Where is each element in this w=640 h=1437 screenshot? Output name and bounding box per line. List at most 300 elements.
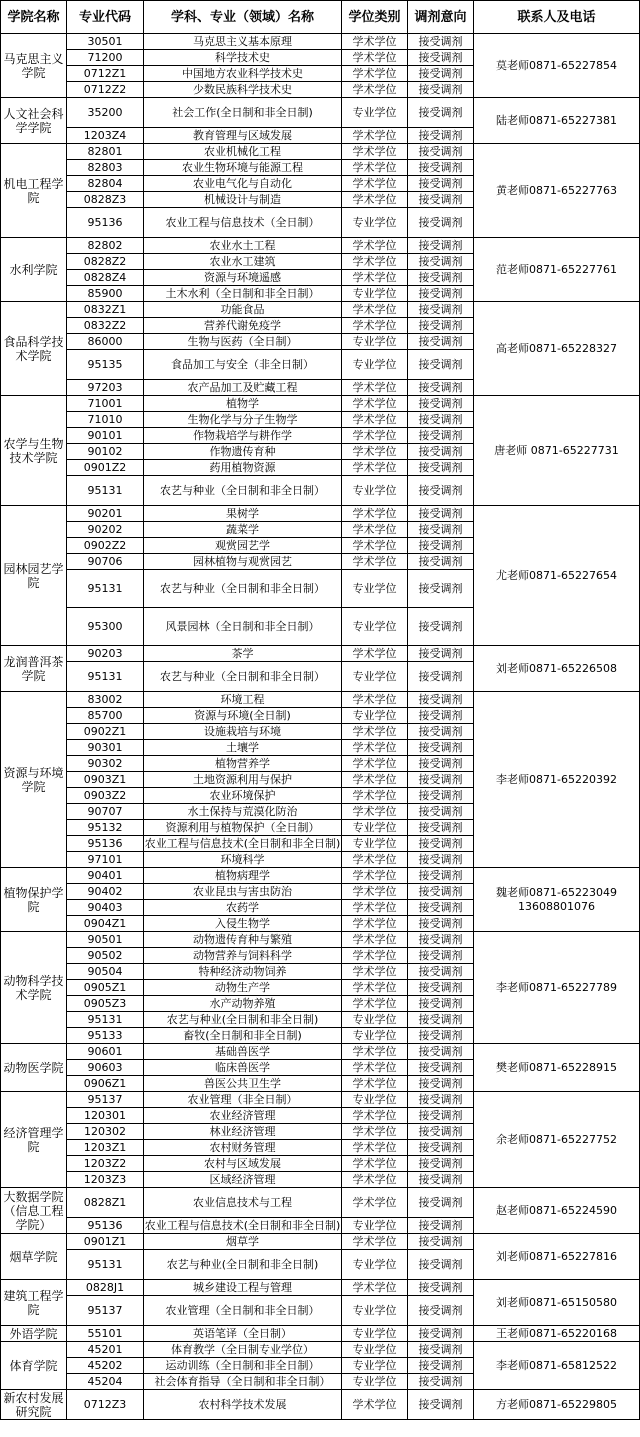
major-code: 95137 bbox=[67, 1296, 144, 1326]
table-row bbox=[1, 34, 640, 50]
table-row bbox=[1, 506, 640, 522]
adjust-intent: 接受调剂 bbox=[408, 772, 474, 788]
major-name: 烟草学 bbox=[144, 1234, 342, 1250]
major-name: 农业水工建筑 bbox=[144, 254, 342, 270]
adjust-intent: 接受调剂 bbox=[408, 932, 474, 948]
adjust-intent: 接受调剂 bbox=[408, 964, 474, 980]
major-code: 0903Z2 bbox=[67, 788, 144, 804]
adjust-intent: 接受调剂 bbox=[408, 380, 474, 396]
major-code: 55101 bbox=[67, 1326, 144, 1342]
degree-type: 学术学位 bbox=[342, 380, 408, 396]
adjust-intent: 接受调剂 bbox=[408, 1028, 474, 1044]
adjust-intent: 接受调剂 bbox=[408, 50, 474, 66]
degree-type: 学术学位 bbox=[342, 1140, 408, 1156]
major-name: 农艺与种业（全日制和非全日制） bbox=[144, 476, 342, 506]
degree-type: 学术学位 bbox=[342, 192, 408, 208]
major-name: 运动训练（全日制和非全日制） bbox=[144, 1358, 342, 1374]
major-code: 1203Z3 bbox=[67, 1172, 144, 1188]
adjust-intent: 接受调剂 bbox=[408, 948, 474, 964]
adjust-intent: 接受调剂 bbox=[408, 160, 474, 176]
major-name: 营养代谢免疫学 bbox=[144, 318, 342, 334]
major-name: 作物栽培学与耕作学 bbox=[144, 428, 342, 444]
major-code: 95131 bbox=[67, 570, 144, 608]
major-name: 社会体育指导（全日制和非全日制） bbox=[144, 1374, 342, 1390]
contact-info: 李老师0871-65220392 bbox=[474, 692, 640, 868]
major-code: 0904Z1 bbox=[67, 916, 144, 932]
major-name: 兽医公共卫生学 bbox=[144, 1076, 342, 1092]
major-code: 90603 bbox=[67, 1060, 144, 1076]
major-name: 机械设计与制造 bbox=[144, 192, 342, 208]
adjust-intent: 接受调剂 bbox=[408, 1124, 474, 1140]
degree-type: 学术学位 bbox=[342, 554, 408, 570]
major-code: 97203 bbox=[67, 380, 144, 396]
major-name: 农业工程与信息技术(全日制和非全日制) bbox=[144, 1219, 341, 1232]
college-name: 经济管理学院 bbox=[1, 1092, 67, 1188]
adjust-intent: 接受调剂 bbox=[408, 608, 474, 646]
major-name: 茶学 bbox=[144, 646, 342, 662]
header-degree: 学位类别 bbox=[342, 1, 408, 34]
degree-type: 学术学位 bbox=[342, 302, 408, 318]
degree-type: 学术学位 bbox=[342, 428, 408, 444]
major-code: 0828Z4 bbox=[67, 270, 144, 286]
major-code: 82801 bbox=[67, 144, 144, 160]
degree-type: 学术学位 bbox=[342, 724, 408, 740]
major-name: 入侵生物学 bbox=[144, 916, 342, 932]
adjust-intent: 接受调剂 bbox=[408, 1108, 474, 1124]
major-name: 基础兽医学 bbox=[144, 1044, 342, 1060]
adjust-intent: 接受调剂 bbox=[408, 916, 474, 932]
adjust-intent: 接受调剂 bbox=[408, 996, 474, 1012]
major-name: 农业管理（全日制和非全日制） bbox=[144, 1296, 342, 1326]
major-code: 35200 bbox=[67, 98, 144, 128]
major-name: 临床兽医学 bbox=[144, 1060, 342, 1076]
major-code: 95131 bbox=[67, 662, 144, 692]
adjust-intent: 接受调剂 bbox=[408, 820, 474, 836]
degree-type: 专业学位 bbox=[342, 1342, 408, 1358]
major-name: 水产动物养殖 bbox=[144, 996, 342, 1012]
header-college: 学院名称 bbox=[1, 1, 67, 34]
adjust-intent: 接受调剂 bbox=[408, 662, 474, 692]
degree-type: 专业学位 bbox=[342, 1326, 408, 1342]
table-row bbox=[1, 1326, 640, 1342]
major-code: 0828Z2 bbox=[67, 254, 144, 270]
major-code: 71001 bbox=[67, 396, 144, 412]
major-name: 果树学 bbox=[144, 506, 342, 522]
degree-type: 学术学位 bbox=[342, 1124, 408, 1140]
degree-type: 专业学位 bbox=[342, 350, 408, 380]
contact-info: 刘老师0871-65227816 bbox=[474, 1234, 640, 1280]
major-name: 英语笔译（全日制） bbox=[144, 1326, 342, 1342]
major-name: 区域经济管理 bbox=[144, 1172, 342, 1188]
adjust-intent: 接受调剂 bbox=[408, 396, 474, 412]
degree-type: 学术学位 bbox=[342, 772, 408, 788]
degree-type: 专业学位 bbox=[342, 334, 408, 350]
table-row bbox=[1, 1342, 640, 1358]
degree-type: 学术学位 bbox=[342, 1044, 408, 1060]
degree-type: 学术学位 bbox=[342, 318, 408, 334]
major-code: 0712Z1 bbox=[67, 66, 144, 82]
major-code: 90403 bbox=[67, 900, 144, 916]
degree-type: 专业学位 bbox=[342, 208, 408, 238]
major-name: 生物化学与分子生物学 bbox=[144, 412, 342, 428]
adjust-intent: 接受调剂 bbox=[408, 1250, 474, 1280]
major-code: 90201 bbox=[67, 506, 144, 522]
major-name: 植物营养学 bbox=[144, 756, 342, 772]
adjust-intent: 接受调剂 bbox=[408, 1092, 474, 1108]
degree-type: 学术学位 bbox=[342, 506, 408, 522]
adjust-intent: 接受调剂 bbox=[408, 1140, 474, 1156]
major-code: 30501 bbox=[67, 34, 144, 50]
degree-type: 学术学位 bbox=[342, 1172, 408, 1188]
table-row bbox=[1, 396, 640, 412]
major-code: 90202 bbox=[67, 522, 144, 538]
adjust-intent: 接受调剂 bbox=[408, 286, 474, 302]
adjust-intent: 接受调剂 bbox=[408, 412, 474, 428]
major-name: 功能食品 bbox=[144, 302, 342, 318]
header-row bbox=[1, 1, 640, 34]
adjust-intent: 接受调剂 bbox=[408, 1156, 474, 1172]
adjust-intent: 接受调剂 bbox=[408, 756, 474, 772]
adjust-intent: 接受调剂 bbox=[408, 192, 474, 208]
adjust-intent: 接受调剂 bbox=[408, 1172, 474, 1188]
major-code: 85900 bbox=[67, 286, 144, 302]
major-code: 120301 bbox=[67, 1108, 144, 1124]
major-name: 特种经济动物饲养 bbox=[144, 964, 342, 980]
major-code: 95300 bbox=[67, 608, 144, 646]
contact-info: 赵老师0871-65224590 bbox=[474, 1188, 640, 1234]
major-code: 0905Z3 bbox=[67, 996, 144, 1012]
degree-type: 学术学位 bbox=[342, 868, 408, 884]
major-name: 农业昆虫与害虫防治 bbox=[144, 884, 342, 900]
major-name: 科学技术史 bbox=[144, 50, 342, 66]
degree-type: 学术学位 bbox=[342, 948, 408, 964]
major-code: 90402 bbox=[67, 884, 144, 900]
college-name: 建筑工程学院 bbox=[1, 1280, 67, 1326]
header-contact: 联系人及电话 bbox=[474, 1, 640, 34]
college-name: 动物医学院 bbox=[1, 1044, 67, 1092]
major-name: 农业机械化工程 bbox=[144, 144, 342, 160]
degree-type: 专业学位 bbox=[342, 1028, 408, 1044]
degree-type: 学术学位 bbox=[342, 66, 408, 82]
contact-info: 黄老师0871-65227763 bbox=[474, 144, 640, 238]
college-name: 龙润普洱茶学院 bbox=[1, 646, 67, 692]
header-code: 专业代码 bbox=[67, 1, 144, 34]
major-code: 0902Z1 bbox=[67, 724, 144, 740]
adjust-intent: 接受调剂 bbox=[408, 554, 474, 570]
table-row bbox=[1, 1280, 640, 1296]
degree-type: 专业学位 bbox=[342, 708, 408, 724]
adjust-intent: 接受调剂 bbox=[408, 34, 474, 50]
degree-type: 学术学位 bbox=[342, 1060, 408, 1076]
adjust-intent: 接受调剂 bbox=[408, 506, 474, 522]
major-name: 社会工作(全日制和非全日制) bbox=[144, 98, 342, 128]
adjust-intent: 接受调剂 bbox=[408, 1390, 474, 1420]
major-name: 风景园林（全日制和非全日制） bbox=[144, 608, 342, 646]
degree-type: 专业学位 bbox=[342, 1012, 408, 1028]
adjust-intent: 接受调剂 bbox=[408, 646, 474, 662]
major-name: 生物与医药（全日制） bbox=[144, 334, 342, 350]
adjust-intent: 接受调剂 bbox=[408, 1296, 474, 1326]
degree-type: 专业学位 bbox=[342, 286, 408, 302]
table-body bbox=[1, 34, 640, 1420]
major-code: 85700 bbox=[67, 708, 144, 724]
degree-type: 学术学位 bbox=[342, 900, 408, 916]
college-name: 园林园艺学院 bbox=[1, 506, 67, 646]
major-code: 95135 bbox=[67, 350, 144, 380]
major-name: 农村科学技术发展 bbox=[144, 1390, 342, 1420]
degree-type: 学术学位 bbox=[342, 522, 408, 538]
major-name: 畜牧(全日制和非全日制) bbox=[144, 1028, 342, 1044]
adjust-intent: 接受调剂 bbox=[408, 128, 474, 144]
college-name: 机电工程学院 bbox=[1, 144, 67, 238]
adjust-intent: 接受调剂 bbox=[408, 460, 474, 476]
major-name: 资源与环境遥感 bbox=[144, 270, 342, 286]
adjust-intent: 接受调剂 bbox=[408, 334, 474, 350]
major-name: 农业电气化与自动化 bbox=[144, 176, 342, 192]
major-code: 90401 bbox=[67, 868, 144, 884]
major-name: 食品加工与安全（非全日制） bbox=[144, 350, 342, 380]
degree-type: 专业学位 bbox=[342, 608, 408, 646]
major-code: 82802 bbox=[67, 238, 144, 254]
major-name: 农产品加工及贮藏工程 bbox=[144, 380, 342, 396]
table-row bbox=[1, 98, 640, 128]
college-name: 外语学院 bbox=[1, 1326, 67, 1342]
adjust-intent: 接受调剂 bbox=[408, 740, 474, 756]
adjust-intent: 接受调剂 bbox=[408, 708, 474, 724]
adjust-intent: 接受调剂 bbox=[408, 428, 474, 444]
adjust-intent: 接受调剂 bbox=[408, 1060, 474, 1076]
major-code: 0828Z1 bbox=[67, 1188, 144, 1218]
major-code: 82803 bbox=[67, 160, 144, 176]
major-name: 作物遗传育种 bbox=[144, 444, 342, 460]
major-code: 97101 bbox=[67, 852, 144, 868]
adjust-intent: 接受调剂 bbox=[408, 1280, 474, 1296]
degree-type: 学术学位 bbox=[342, 50, 408, 66]
table-row bbox=[1, 692, 640, 708]
major-name: 中国地方农业科学技术史 bbox=[144, 66, 342, 82]
major-code: 95131 bbox=[67, 1012, 144, 1028]
adjust-intent: 接受调剂 bbox=[408, 724, 474, 740]
table-row bbox=[1, 932, 640, 948]
degree-type: 学术学位 bbox=[342, 254, 408, 270]
contact-info: 陆老师0871-65227381 bbox=[474, 98, 640, 144]
contact-info: 魏老师0871-65223049 13608801076 bbox=[474, 868, 640, 932]
major-name: 农村与区域发展 bbox=[144, 1156, 342, 1172]
major-code: 90706 bbox=[67, 554, 144, 570]
major-code: 1203Z1 bbox=[67, 1140, 144, 1156]
contact-info: 余老师0871-65227752 bbox=[474, 1092, 640, 1188]
major-code: 71010 bbox=[67, 412, 144, 428]
major-code: 1203Z2 bbox=[67, 1156, 144, 1172]
college-name: 人文社会科学学院 bbox=[1, 98, 67, 144]
major-name: 农业环境保护 bbox=[144, 788, 342, 804]
major-code: 0832Z1 bbox=[67, 302, 144, 318]
contact-info: 樊老师0871-65228915 bbox=[474, 1044, 640, 1092]
adjust-intent: 接受调剂 bbox=[408, 836, 474, 852]
major-name: 农业生物环境与能源工程 bbox=[144, 160, 342, 176]
college-name: 马克思主义学院 bbox=[1, 34, 67, 98]
college-name: 大数据学院（信息工程学院） bbox=[1, 1188, 67, 1234]
major-name: 体育教学（全日制专业学位） bbox=[144, 1342, 342, 1358]
major-name: 园林植物与观赏园艺 bbox=[144, 554, 342, 570]
major-name: 农业经济管理 bbox=[144, 1108, 342, 1124]
table-row bbox=[1, 868, 640, 884]
degree-type: 学术学位 bbox=[342, 444, 408, 460]
major-name: 动物营养与饲料科学 bbox=[144, 948, 342, 964]
degree-type: 学术学位 bbox=[342, 964, 408, 980]
major-code: 83002 bbox=[67, 692, 144, 708]
degree-type: 学术学位 bbox=[342, 740, 408, 756]
degree-type: 学术学位 bbox=[342, 1156, 408, 1172]
degree-type: 学术学位 bbox=[342, 756, 408, 772]
degree-type: 学术学位 bbox=[342, 1076, 408, 1092]
major-name: 马克思主义基本原理 bbox=[144, 34, 342, 50]
degree-type: 专业学位 bbox=[342, 820, 408, 836]
degree-type: 学术学位 bbox=[342, 1280, 408, 1296]
adjust-intent: 接受调剂 bbox=[408, 1012, 474, 1028]
major-code: 120302 bbox=[67, 1124, 144, 1140]
major-name: 动物生产学 bbox=[144, 980, 342, 996]
contact-info: 莫老师0871-65227854 bbox=[474, 34, 640, 98]
adjust-intent: 接受调剂 bbox=[408, 318, 474, 334]
adjust-intent: 接受调剂 bbox=[408, 66, 474, 82]
major-code: 90101 bbox=[67, 428, 144, 444]
adjust-intent: 接受调剂 bbox=[408, 208, 474, 238]
degree-type: 学术学位 bbox=[342, 1108, 408, 1124]
adjust-intent: 接受调剂 bbox=[408, 176, 474, 192]
adjust-intent: 接受调剂 bbox=[408, 1234, 474, 1250]
major-name: 农艺与种业（全日制和非全日制） bbox=[144, 570, 342, 608]
adjust-intent: 接受调剂 bbox=[408, 692, 474, 708]
college-name: 动物科学技术学院 bbox=[1, 932, 67, 1044]
major-code: 0903Z1 bbox=[67, 772, 144, 788]
major-code: 0906Z1 bbox=[67, 1076, 144, 1092]
degree-type: 学术学位 bbox=[342, 538, 408, 554]
college-name: 农学与生物技术学院 bbox=[1, 396, 67, 506]
adjust-intent: 接受调剂 bbox=[408, 270, 474, 286]
adjust-intent: 接受调剂 bbox=[408, 852, 474, 868]
major-code: 95137 bbox=[67, 1092, 144, 1108]
major-name: 动物遗传育种与繁殖 bbox=[144, 932, 342, 948]
college-name: 资源与环境学院 bbox=[1, 692, 67, 868]
adjust-intent: 接受调剂 bbox=[408, 1044, 474, 1060]
major-name: 农业工程与信息技术（全日制） bbox=[144, 208, 342, 238]
adjust-intent: 接受调剂 bbox=[408, 144, 474, 160]
major-code: 95136 bbox=[67, 208, 144, 238]
degree-type: 专业学位 bbox=[342, 662, 408, 692]
contact-info: 王老师0871-65220168 bbox=[474, 1326, 640, 1342]
major-name: 农艺与种业(全日制和非全日制) bbox=[144, 1012, 342, 1028]
college-name: 植物保护学院 bbox=[1, 868, 67, 932]
degree-type: 学术学位 bbox=[342, 34, 408, 50]
adjust-intent: 接受调剂 bbox=[408, 1374, 474, 1390]
major-name: 农药学 bbox=[144, 900, 342, 916]
degree-type: 专业学位 bbox=[342, 476, 408, 506]
major-code: 0901Z1 bbox=[67, 1234, 144, 1250]
degree-type: 专业学位 bbox=[342, 836, 408, 852]
major-name: 资源利用与植物保护（全日制） bbox=[144, 820, 342, 836]
degree-type: 专业学位 bbox=[342, 1092, 408, 1108]
adjust-intent: 接受调剂 bbox=[408, 444, 474, 460]
degree-type: 学术学位 bbox=[342, 412, 408, 428]
adjust-intent: 接受调剂 bbox=[408, 302, 474, 318]
degree-type: 学术学位 bbox=[342, 160, 408, 176]
major-code: 0901Z2 bbox=[67, 460, 144, 476]
degree-type: 学术学位 bbox=[342, 128, 408, 144]
major-name: 农业水土工程 bbox=[144, 238, 342, 254]
degree-type: 学术学位 bbox=[342, 996, 408, 1012]
major-code: 90203 bbox=[67, 646, 144, 662]
major-name: 观赏园艺学 bbox=[144, 538, 342, 554]
contact-info: 刘老师0871-65226508 bbox=[474, 646, 640, 692]
contact-info: 李老师0871-65812522 bbox=[474, 1342, 640, 1390]
adjust-intent: 接受调剂 bbox=[408, 98, 474, 128]
degree-type: 专业学位 bbox=[342, 98, 408, 128]
contact-info: 李老师0871-65227789 bbox=[474, 932, 640, 1044]
major-code: 90707 bbox=[67, 804, 144, 820]
major-name: 农艺与种业（全日制和非全日制） bbox=[144, 662, 342, 692]
degree-type: 学术学位 bbox=[342, 82, 408, 98]
major-code: 90501 bbox=[67, 932, 144, 948]
degree-type: 学术学位 bbox=[342, 692, 408, 708]
degree-type: 学术学位 bbox=[342, 176, 408, 192]
major-name: 蔬菜学 bbox=[144, 522, 342, 538]
major-code: 95131 bbox=[67, 476, 144, 506]
major-name: 农业工程与信息技术(全日制和非全日制) bbox=[144, 837, 341, 850]
degree-type: 专业学位 bbox=[342, 570, 408, 608]
table-row bbox=[1, 144, 640, 160]
table-row bbox=[1, 1390, 640, 1420]
degree-type: 学术学位 bbox=[342, 884, 408, 900]
major-code: 95133 bbox=[67, 1028, 144, 1044]
college-name: 体育学院 bbox=[1, 1342, 67, 1390]
degree-type: 学术学位 bbox=[342, 804, 408, 820]
degree-type: 专业学位 bbox=[342, 1374, 408, 1390]
table-row bbox=[1, 302, 640, 318]
major-name: 少数民族科学技术史 bbox=[144, 82, 342, 98]
contact-info: 方老师0871-65229805 bbox=[474, 1390, 640, 1420]
major-name: 城乡建设工程与管理 bbox=[144, 1280, 342, 1296]
degree-type: 专业学位 bbox=[342, 1358, 408, 1374]
major-name: 土木水利（全日制和非全日制） bbox=[144, 286, 342, 302]
table-row bbox=[1, 1234, 640, 1250]
degree-type: 学术学位 bbox=[342, 646, 408, 662]
major-code: 95136 bbox=[67, 1218, 144, 1234]
degree-type: 学术学位 bbox=[342, 460, 408, 476]
degree-type: 学术学位 bbox=[342, 788, 408, 804]
degree-type: 专业学位 bbox=[342, 1296, 408, 1326]
major-code: 90302 bbox=[67, 756, 144, 772]
adjust-intent: 接受调剂 bbox=[408, 1358, 474, 1374]
college-name: 水利学院 bbox=[1, 238, 67, 302]
major-code: 95136 bbox=[67, 836, 144, 852]
major-code: 0902Z2 bbox=[67, 538, 144, 554]
major-name: 农村财务管理 bbox=[144, 1140, 342, 1156]
adjust-intent: 接受调剂 bbox=[408, 1218, 474, 1234]
major-code: 82804 bbox=[67, 176, 144, 192]
major-name: 土地资源利用与保护 bbox=[144, 772, 342, 788]
major-name: 植物学 bbox=[144, 396, 342, 412]
major-code: 0712Z2 bbox=[67, 82, 144, 98]
adjust-intent: 接受调剂 bbox=[408, 788, 474, 804]
major-code: 0905Z1 bbox=[67, 980, 144, 996]
adjust-intent: 接受调剂 bbox=[408, 884, 474, 900]
degree-type: 学术学位 bbox=[342, 980, 408, 996]
adjust-intent: 接受调剂 bbox=[408, 900, 474, 916]
major-name: 环境科学 bbox=[144, 852, 342, 868]
adjust-intent: 接受调剂 bbox=[408, 1076, 474, 1092]
major-code: 1203Z4 bbox=[67, 128, 144, 144]
